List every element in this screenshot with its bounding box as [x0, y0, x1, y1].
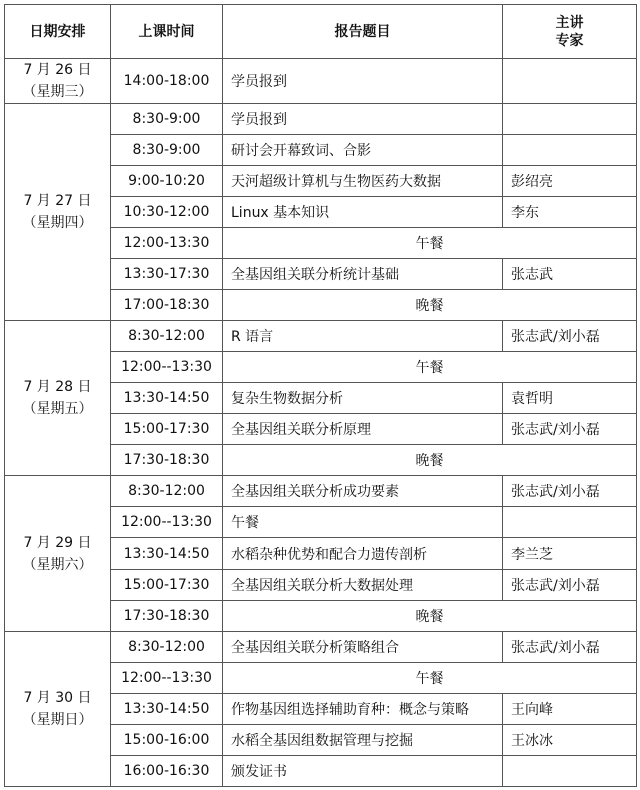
- date-cell: [5, 59, 111, 104]
- time-cell: 13:30-14:50: [111, 538, 223, 569]
- speaker-cell: 张志武/刘小磊: [503, 631, 637, 662]
- weekday-label: （星期六）: [22, 556, 93, 573]
- speaker-cell: 张志武/刘小磊: [503, 569, 637, 600]
- date-label: 7 月 26 日: [23, 62, 92, 79]
- speaker-cell: [503, 59, 637, 104]
- speaker-cell: 李兰芝: [503, 538, 637, 569]
- title-cell: 天河超级计算机与生物医药大数据: [223, 166, 503, 197]
- speaker-cell: [503, 104, 637, 135]
- table-row: [5, 59, 637, 104]
- speaker-cell: 王冰冰: [503, 724, 637, 755]
- date-cell: [5, 104, 111, 321]
- title-cell: 全基因组关联分析大数据处理: [223, 569, 503, 600]
- weekday-label: （星期日）: [22, 711, 93, 728]
- title-cell: 研讨会开幕致词、合影: [223, 135, 503, 166]
- table-row: [5, 476, 637, 507]
- date-cell: [5, 321, 111, 476]
- meal-cell: 晚餐: [223, 600, 637, 631]
- speaker-cell: [503, 135, 637, 166]
- speaker-cell: [503, 507, 637, 538]
- title-cell: 全基因组关联分析策略组合: [223, 631, 503, 662]
- speaker-cell: [503, 755, 637, 786]
- time-cell: 12:00--13:30: [111, 352, 223, 383]
- time-cell: 13:30-14:50: [111, 383, 223, 414]
- table-row: [5, 321, 637, 352]
- meal-cell: 午餐: [223, 228, 637, 259]
- time-cell: 17:30-18:30: [111, 600, 223, 631]
- speaker-cell: 张志武/刘小磊: [503, 476, 637, 507]
- time-cell: 16:00-16:30: [111, 755, 223, 786]
- date-label: 7 月 30 日: [23, 689, 92, 706]
- meal-cell: 午餐: [223, 507, 503, 538]
- date-label: 7 月 29 日: [23, 534, 92, 551]
- header-title: 报告题目: [223, 5, 503, 59]
- title-cell: 全基因组关联分析成功要素: [223, 476, 503, 507]
- speaker-cell: 彭绍亮: [503, 166, 637, 197]
- time-cell: 12:00--13:30: [111, 662, 223, 693]
- meal-cell: 午餐: [223, 352, 637, 383]
- table-row: [5, 104, 637, 135]
- schedule-table: [4, 4, 637, 787]
- time-cell: 15:00-17:30: [111, 414, 223, 445]
- time-cell: 17:30-18:30: [111, 445, 223, 476]
- header-time: 上课时间: [111, 5, 223, 59]
- time-cell: 8:30-9:00: [111, 135, 223, 166]
- time-cell: 17:00-18:30: [111, 290, 223, 321]
- meal-cell: 午餐: [223, 662, 637, 693]
- time-cell: 8:30-9:00: [111, 104, 223, 135]
- time-cell: 8:30-12:00: [111, 321, 223, 352]
- time-cell: 14:00-18:00: [111, 59, 223, 104]
- date-cell: [5, 476, 111, 631]
- title-cell: 学员报到: [223, 104, 503, 135]
- time-cell: 12:00--13:30: [111, 507, 223, 538]
- title-cell: 水稻杂种优势和配合力遗传剖析: [223, 538, 503, 569]
- time-cell: 8:30-12:00: [111, 476, 223, 507]
- speaker-cell: 王向峰: [503, 693, 637, 724]
- title-cell: 颁发证书: [223, 755, 503, 786]
- time-cell: 9:00-10:20: [111, 166, 223, 197]
- weekday-label: （星期三）: [22, 84, 93, 101]
- title-cell: Linux 基本知识: [223, 197, 503, 228]
- time-cell: 15:00-17:30: [111, 569, 223, 600]
- header-speaker: 主讲 专家: [503, 5, 637, 59]
- title-cell: 全基因组关联分析统计基础: [223, 259, 503, 290]
- time-cell: 10:30-12:00: [111, 197, 223, 228]
- title-cell: 学员报到: [223, 59, 503, 104]
- speaker-cell: 张志武/刘小磊: [503, 321, 637, 352]
- speaker-cell: 袁哲明: [503, 383, 637, 414]
- header-row: [5, 5, 637, 59]
- speaker-cell: 张志武/刘小磊: [503, 414, 637, 445]
- date-label: 7 月 28 日: [23, 379, 92, 396]
- title-cell: 全基因组关联分析原理: [223, 414, 503, 445]
- title-cell: 水稻全基因组数据管理与挖掘: [223, 724, 503, 755]
- time-cell: 12:00-13:30: [111, 228, 223, 259]
- weekday-label: （星期四）: [22, 215, 93, 232]
- speaker-cell: 李东: [503, 197, 637, 228]
- time-cell: 8:30-12:00: [111, 631, 223, 662]
- time-cell: 15:00-16:00: [111, 724, 223, 755]
- date-cell: [5, 631, 111, 786]
- table-row: [5, 631, 637, 662]
- time-cell: 13:30-14:50: [111, 693, 223, 724]
- weekday-label: （星期五）: [22, 401, 93, 418]
- header-date: 日期安排: [5, 5, 111, 59]
- time-cell: 13:30-17:30: [111, 259, 223, 290]
- speaker-cell: 张志武: [503, 259, 637, 290]
- date-label: 7 月 27 日: [23, 193, 92, 210]
- meal-cell: 晚餐: [223, 290, 637, 321]
- title-cell: 作物基因组选择辅助育种：概念与策略: [223, 693, 503, 724]
- meal-cell: 晚餐: [223, 445, 637, 476]
- title-cell: 复杂生物数据分析: [223, 383, 503, 414]
- title-cell: R 语言: [223, 321, 503, 352]
